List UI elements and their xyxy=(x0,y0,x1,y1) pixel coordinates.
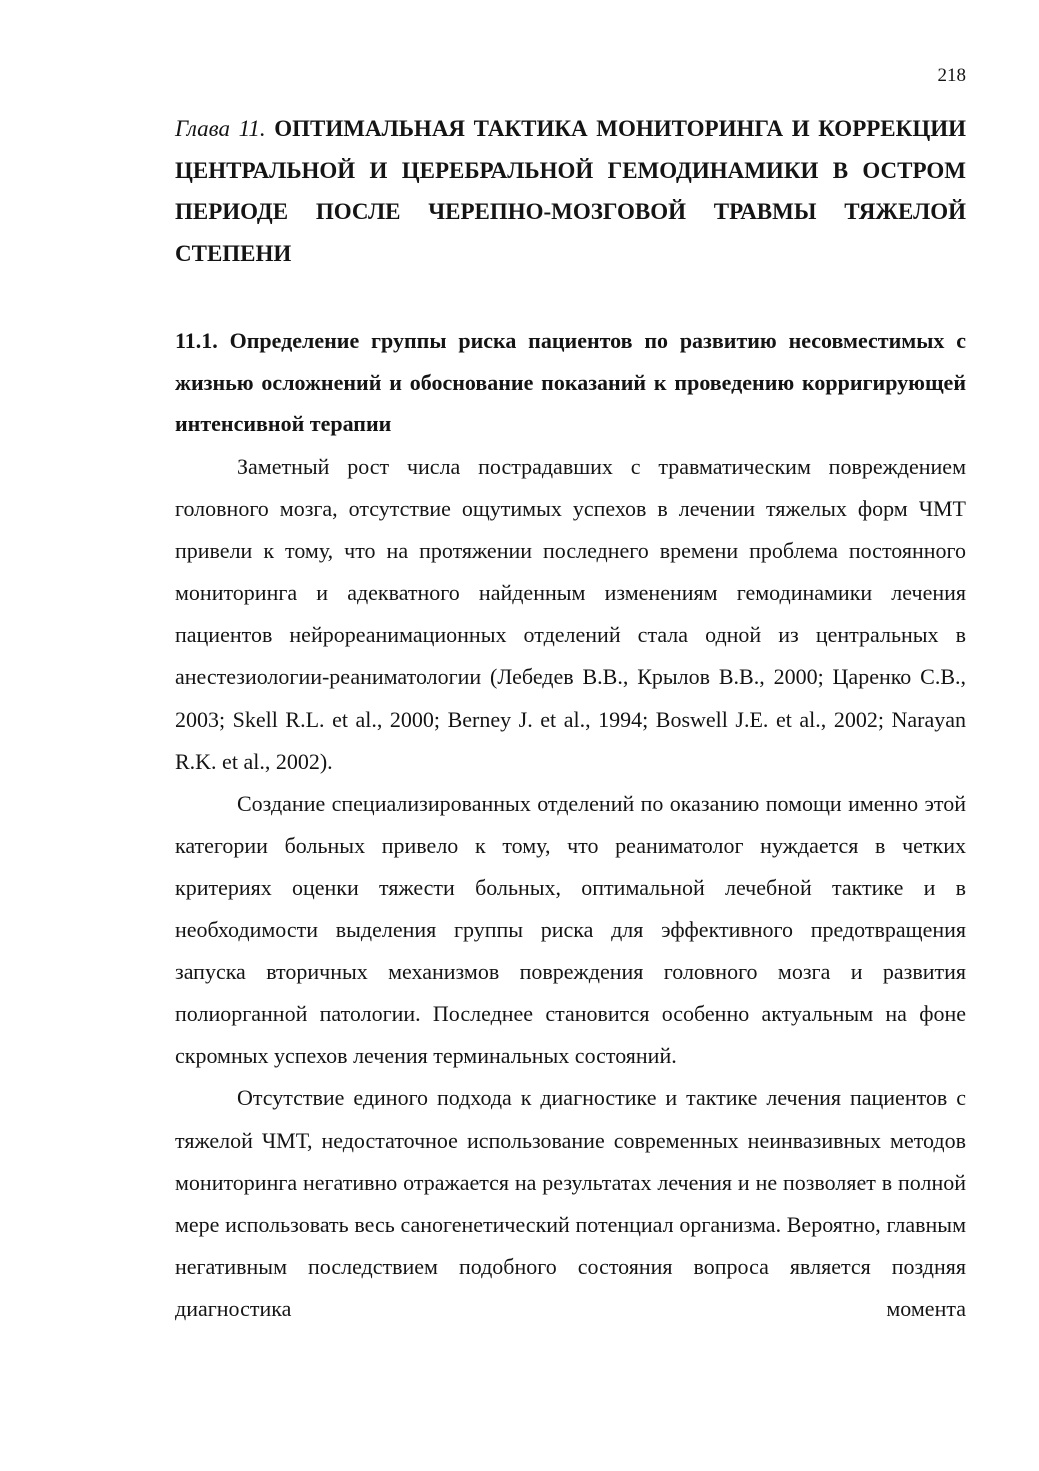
paragraph: Отсутствие единого подхода к диагностике и тактике лечения пациентов с тяжелой ЧМТ, недостаточное использование современных неинвазивных методов мониторинга негативно отражается на результатах лечения и не позволяет в полной мере использовать весь саногенетический потенциал организма. Вероятно, главным негативным последствием подобного состояния вопроса является поздняя диагностика момента xyxy=(175,1085,966,1321)
section-title: Определение группы риска пациентов по развитию несовместимых с жизнью осложнений и обоснование показаний к проведению корригирующей интенсивной терапии xyxy=(175,328,967,436)
section-heading xyxy=(175,320,966,445)
section-number: 11.1. xyxy=(175,328,218,353)
chapter-label: Глава 11. xyxy=(175,116,266,141)
paragraph: Создание специализированных отделений по оказанию помощи именно этой категории больных привело к тому, что реаниматолог нуждается в четких критериях оценки тяжести больных, оптимальной лечебной тактике и в необходимости выделения группы риска для эффективного предотвращения запуска вторичных механизмов повреждения головного мозга и развития полиорганной патологии. Последнее становится особенно актуальным на фоне скромных успехов лечения терминальных состояний. xyxy=(175,790,966,1069)
chapter-heading xyxy=(175,108,966,274)
page-number: 218 xyxy=(937,65,966,86)
paragraph: Заметный рост числа пострадавших с травматическим повреждением головного мозга, отсутствие ощутимых успехов в лечении тяжелых форм ЧМТ привели к тому, что на протяжении последнего времени проблема постоянного мониторинга и адекватного найденным изменениям гемодинамики лечения пациентов нейрореанимационных отделений стала одной из центральных в анестезиологии-реаниматологии (Лебедев В.В., Крылов В.В., 2000; Царенко С.В., 2003; Skell R.L. et al., 2000; Berney J. et al., 1994; Boswell J.E. et al., 2002; Narayan R.K. et al., 2002). xyxy=(175,454,966,774)
body-text xyxy=(175,446,966,1330)
chapter-title: ОПТИМАЛЬНАЯ ТАКТИКА МОНИТОРИНГА И КОРРЕКЦИИ ЦЕНТРАЛЬНОЙ И ЦЕРЕБРАЛЬНОЙ ГЕМОДИНАМИКИ В ОСТРОМ ПЕРИОДЕ ПОСЛЕ ЧЕРЕПНО-МОЗГОВОЙ ТРАВМЫ ТЯЖЕЛОЙ СТЕПЕНИ xyxy=(175,116,966,266)
